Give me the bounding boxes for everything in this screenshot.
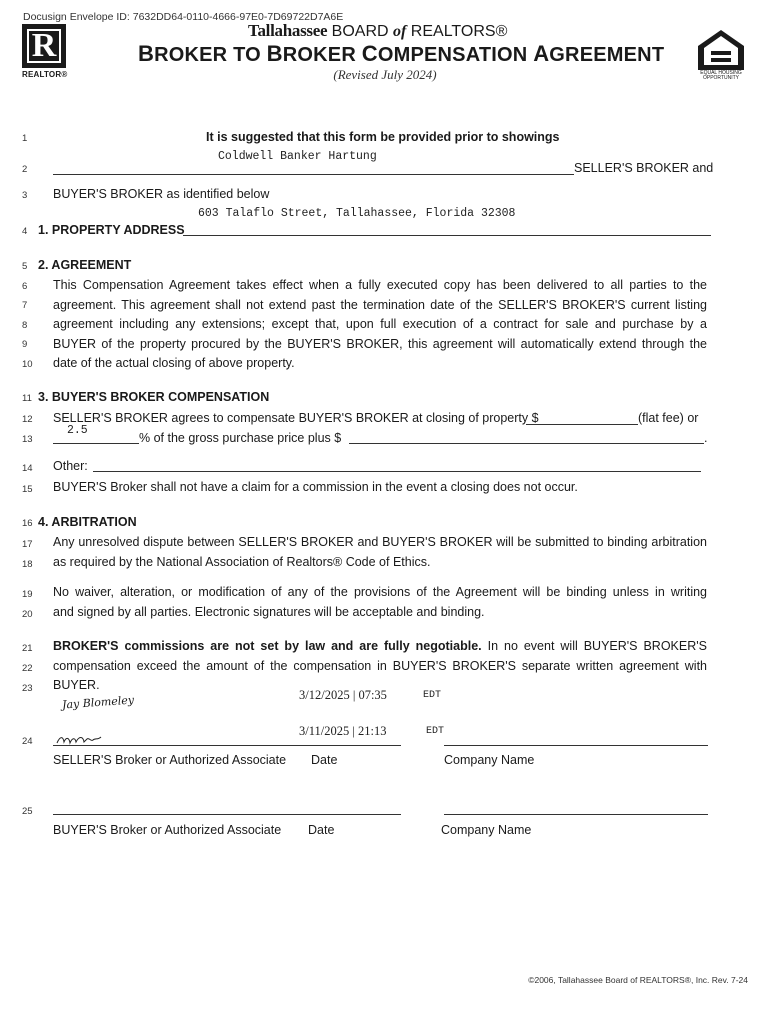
buyer-signer-label: BUYER'S Broker or Authorized Associate [53,823,282,837]
buyer-company-line[interactable] [444,814,708,815]
negotiable-paragraph: BROKER'S commissions are not set by law and are fully negotiable. In no event will BUYER'S BROKER'S compensation exceed the amount of the compensation in BUYER'S BROKER'S separate written agreement with BUYER. [53,639,707,693]
signature-1: Jay Blomeley [61,693,135,712]
board-city: Tallahassee [248,21,328,40]
line-number: 1 [22,133,28,144]
no-claim-text: BUYER'S Broker shall not have a claim for a commission in the event a closing does not occur. [53,480,578,494]
line-number: 19 [22,589,33,600]
property-address-value[interactable]: 603 Talaflo Street, Tallahassee, Florida 32308 [198,207,516,220]
suggestion-note: It is suggested that this form be provided prior to showings [206,130,560,144]
waiver-paragraph: No waiver, alteration, or modification of any of the provisions of the Agreement will be binding unless in writing and signed by all parties. Electronic signatures will be acceptable and binding. [53,585,707,619]
other-label: Other: [53,459,88,473]
revised-date: (Revised July 2024) [333,67,437,82]
buyer-signature-line[interactable] [53,814,401,815]
line-number: 22 [22,663,33,674]
compensation-heading: 3. BUYER'S BROKER COMPENSATION [38,390,270,404]
line-number: 5 [22,261,28,272]
seller-broker-line [53,174,574,175]
line-number: 18 [22,559,33,570]
other-line[interactable] [93,471,701,472]
arbitration-paragraph: Any unresolved dispute between SELLER'S BROKER and BUYER'S BROKER will be submitted to binding arbitration as required by the National Association of Realtors® Code of Ethics. [53,535,707,569]
line-number: 24 [22,736,33,747]
envelope-id: Docusign Envelope ID: 7632DD64-0110-4666-97E0-7D69722D7A6E [23,11,344,23]
line-number: 21 [22,643,33,654]
percent-line [53,443,139,444]
signature-date-1: 3/12/2025 | 07:35 [299,688,387,702]
line-number: 8 [22,320,28,331]
signature-tz-1: EDT [423,690,442,701]
line-number: 7 [22,300,28,311]
line-number: 15 [22,484,33,495]
plus-amount-end: . [704,431,708,445]
compensation-text-a: SELLER'S BROKER agrees to compensate BUYER'S BROKER at closing of property $ [53,411,539,425]
arbitration-heading: 4. ARBITRATION [38,515,137,529]
line-number: 3 [22,190,28,201]
line-number: 4 [22,226,28,237]
line-number: 17 [22,539,33,550]
seller-signature-line[interactable] [53,745,401,746]
buyer-date-label: Date [308,823,335,837]
percent-value[interactable]: 2.5 [67,424,88,437]
agreement-paragraph: This Compensation Agreement takes effect when a fully executed copy has been delivered to all parties to the agreement. This agreement shall not extend past the termination date of the SELLER'S BROKER'S current listing agreement including any extensions; except that, upon full execution of a contract for sale and purchase by a BUYER of the property procured by the BUYER'S BROKER, this agreement will automatically extend through the date of the actual closing of above property. [53,278,707,371]
line-number: 13 [22,434,33,445]
percent-label: % of the gross purchase price plus $ [139,431,342,445]
board-name [248,21,507,41]
footer-copyright: ©2006, Tallahassee Board of REALTORS®, Inc. Rev. 7-24 [528,975,748,985]
realtor-logo-word: REALTOR® [22,70,68,79]
property-address-label: 1. PROPERTY ADDRESS [38,223,185,237]
equal-housing-text: EQUAL HOUSING OPPORTUNITY [700,70,742,81]
line-number: 12 [22,414,33,425]
buyer-company-label: Company Name [441,823,532,837]
seller-broker-label: SELLER'S BROKER and [574,161,714,175]
line-number: 9 [22,339,28,350]
flat-fee-line[interactable] [526,424,638,425]
seller-company-label: Company Name [444,753,535,767]
seller-broker-value[interactable]: Coldwell Banker Hartung [218,150,377,163]
line-number: 20 [22,609,33,620]
flat-fee-label: (flat fee) or [638,411,699,425]
plus-amount-line[interactable] [349,443,704,444]
board-post: REALTORS® [410,23,508,40]
line-number: 25 [22,806,33,817]
line-number: 14 [22,463,33,474]
realtor-logo [22,24,66,68]
line-number: 10 [22,359,33,370]
line-number: 11 [22,393,32,404]
property-address-line [183,235,711,236]
seller-company-line[interactable] [444,745,708,746]
seller-signer-label: SELLER'S Broker or Authorized Associate [53,753,287,767]
signature-date-2: 3/11/2025 | 21:13 [299,724,387,738]
signature-tz-2: EDT [426,726,445,737]
board-of: of [393,23,407,40]
seller-date-label: Date [311,753,338,767]
line-number: 16 [22,518,33,529]
line-number: 2 [22,164,28,175]
page-title: BROKER TO BROKER COMPENSATION AGREEMENT [138,41,665,66]
agreement-heading: 2. AGREEMENT [38,258,132,272]
realtor-logo-letter: R [31,27,57,64]
line-number: 23 [22,683,33,694]
buyer-broker-label: BUYER'S BROKER as identified below [53,187,270,201]
board-pre: BOARD [331,23,389,40]
line-number: 6 [22,281,28,292]
